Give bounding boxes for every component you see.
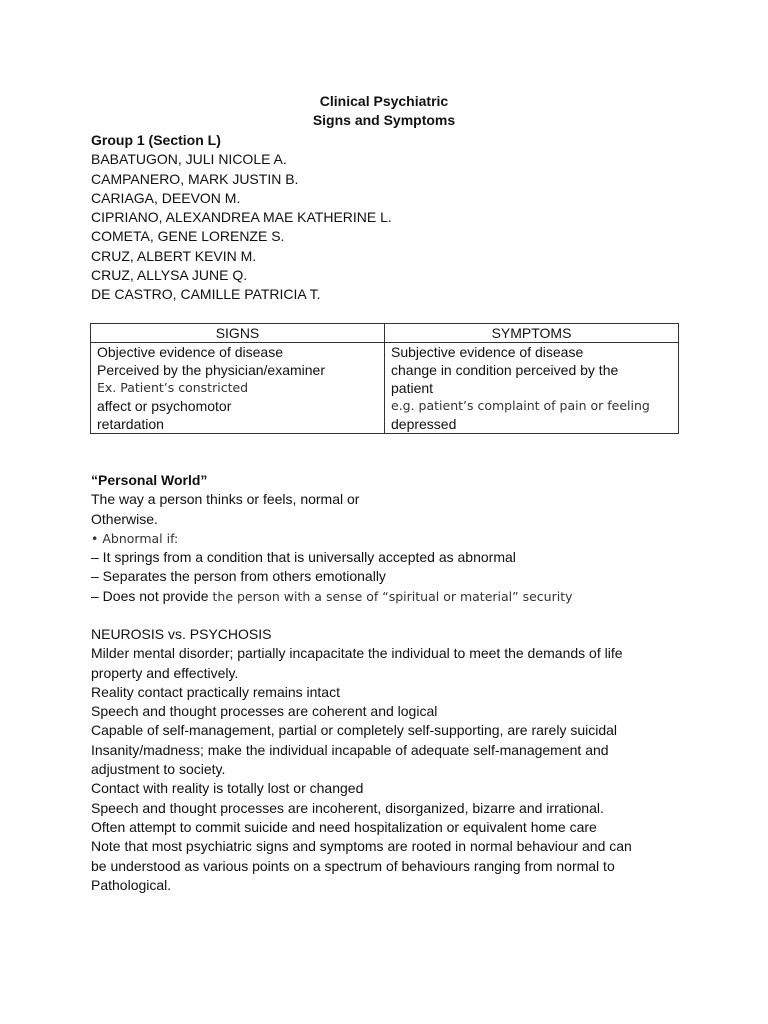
criteria-item-part: the person with a sense of “spiritual or material” security bbox=[208, 588, 573, 604]
member-name: CIPRIANO, ALEXANDREA MAE KATHERINE L. bbox=[91, 209, 392, 226]
member-name: CRUZ, ALBERT KEVIN M. bbox=[91, 247, 257, 264]
member-name: CRUZ, ALLYSA JUNE Q. bbox=[91, 267, 248, 284]
symptoms-header: SYMPTOMS bbox=[385, 324, 679, 343]
criteria-item: – Separates the person from others emotionally bbox=[91, 568, 386, 585]
symptoms-cell bbox=[385, 343, 679, 434]
body-line: Insanity/madness; make the individual incapable of adequate self-management and bbox=[91, 741, 609, 758]
signs-line: Ex. Patient’s constricted bbox=[97, 380, 249, 395]
symptoms-line: Subjective evidence of disease bbox=[391, 344, 584, 360]
criteria-item bbox=[91, 587, 691, 606]
member-name: DE CASTRO, CAMILLE PATRICIA T. bbox=[91, 286, 321, 303]
member-name: BABATUGON, JULI NICOLE A. bbox=[91, 151, 287, 168]
body-line: be understood as various points on a spectrum of behaviours ranging from normal to bbox=[91, 857, 615, 874]
body-line: Otherwise. bbox=[91, 510, 158, 527]
signs-cell bbox=[91, 343, 385, 434]
symptoms-line: change in condition perceived by the bbox=[391, 362, 619, 378]
personal-world-heading: “Personal World” bbox=[91, 472, 208, 488]
group-heading: Group 1 (Section L) bbox=[91, 132, 221, 148]
body-line: Capable of self-management, partial or completely self-supporting, are rarely suicidal bbox=[91, 722, 618, 739]
body-line: Note that most psychiatric signs and symptoms are rooted in normal behaviour and can bbox=[91, 838, 632, 855]
signs-symptoms-table bbox=[90, 323, 679, 434]
member-name: COMETA, GENE LORENZE S. bbox=[91, 228, 285, 245]
body-line: property and effectively. bbox=[91, 664, 239, 681]
signs-line: Objective evidence of disease bbox=[97, 344, 283, 360]
body-line: Contact with reality is totally lost or changed bbox=[91, 780, 364, 797]
neurosis-psychosis-section bbox=[91, 625, 691, 895]
body-line: Speech and thought processes are coherent and logical bbox=[91, 703, 438, 720]
body-line: adjustment to society. bbox=[91, 761, 226, 778]
personal-world-section bbox=[91, 471, 691, 606]
signs-line: Perceived by the physician/examiner bbox=[97, 362, 326, 378]
body-line: Often attempt to commit suicide and need hospitalization or equivalent home care bbox=[91, 818, 597, 835]
body-line: Pathological. bbox=[91, 876, 172, 893]
document-title: Clinical Psychiatric bbox=[319, 93, 449, 109]
signs-line: retardation bbox=[97, 416, 164, 432]
member-name: CAMPANERO, MARK JUSTIN B. bbox=[91, 170, 299, 187]
body-line: Milder mental disorder; partially incapacitate the individual to meet the demands of life bbox=[91, 645, 623, 662]
table-header-row bbox=[91, 324, 679, 343]
neurosis-psychosis-heading: NEUROSIS vs. PSYCHOSIS bbox=[91, 626, 272, 642]
group-section bbox=[91, 131, 691, 305]
criteria-item-part: – Does not provide bbox=[91, 587, 209, 604]
criteria-item: – It springs from a condition that is universally accepted as abnormal bbox=[91, 549, 516, 566]
table-row bbox=[91, 343, 679, 434]
abnormal-if-bullet: • Abnormal if: bbox=[91, 530, 179, 546]
signs-header: SIGNS bbox=[91, 324, 385, 343]
document-subtitle: Signs and Symptoms bbox=[312, 112, 456, 128]
symptoms-line: e.g. patient’s complaint of pain or feeling bbox=[391, 398, 650, 413]
body-line: Speech and thought processes are incoherent, disorganized, bizarre and irrational. bbox=[91, 799, 604, 816]
symptoms-line: depressed bbox=[391, 416, 457, 432]
member-name: CARIAGA, DEEVON M. bbox=[91, 189, 241, 206]
symptoms-line: patient bbox=[391, 380, 434, 396]
body-line: Reality contact practically remains intact bbox=[91, 683, 340, 700]
body-line: The way a person thinks or feels, normal or bbox=[91, 491, 360, 508]
signs-line: affect or psychomotor bbox=[97, 398, 232, 414]
